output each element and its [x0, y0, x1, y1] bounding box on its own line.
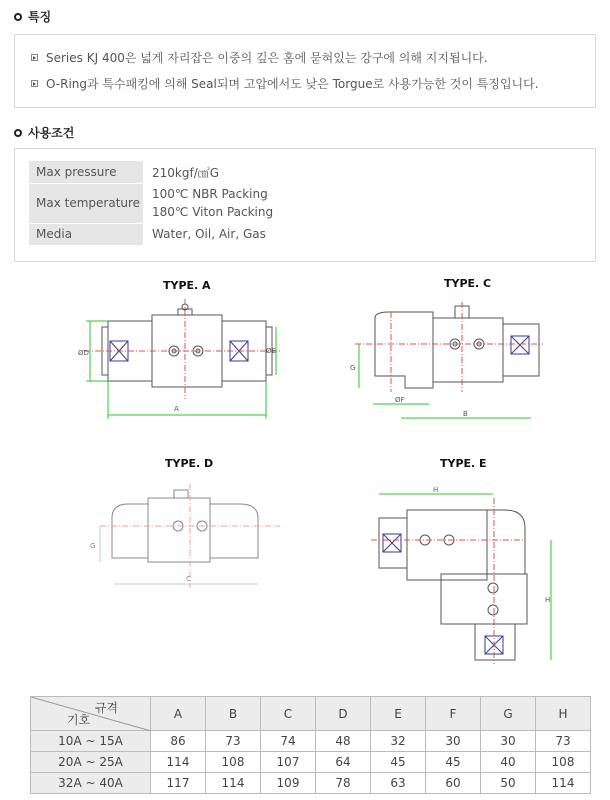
type-e-title: TYPE. E	[440, 457, 487, 470]
section-bullet-icon	[14, 129, 22, 137]
cell: 109	[261, 773, 316, 794]
spec-column-header: C	[261, 697, 316, 731]
spec-column-header: F	[426, 697, 481, 731]
dim-g-label: G	[350, 364, 356, 372]
cell: 32	[371, 731, 426, 752]
conditions-table	[29, 161, 273, 246]
row-code: 32A ~ 40A	[31, 773, 151, 794]
type-e-drawing	[365, 478, 565, 668]
cell: 74	[261, 731, 316, 752]
dim-c-label: C	[186, 575, 191, 583]
dim-g-label: G	[90, 542, 96, 550]
condition-label: Max temperature	[29, 183, 143, 223]
row-code: 10A ~ 15A	[31, 731, 151, 752]
cell: 64	[316, 752, 371, 773]
spec-column-header: A	[151, 697, 206, 731]
conditions-title: 사용조건	[28, 126, 75, 140]
dim-h-label: H	[433, 486, 439, 494]
cell: 114	[536, 773, 591, 794]
cell: 78	[316, 773, 371, 794]
cell: 30	[481, 731, 536, 752]
type-c-title: TYPE. C	[444, 277, 492, 290]
features-box	[14, 34, 596, 108]
dim-a-label: A	[174, 405, 179, 413]
spec-column-header: B	[206, 697, 261, 731]
feature-item	[31, 75, 539, 92]
table-row	[31, 752, 591, 773]
arrow-bullet-icon	[31, 80, 38, 87]
cell: 117	[151, 773, 206, 794]
cell: 48	[316, 731, 371, 752]
cell: 73	[536, 731, 591, 752]
spec-column-header: G	[481, 697, 536, 731]
cell: 50	[481, 773, 536, 794]
feature-text: O-Ring과 특수패킹에 의해 Seal되며 고압에서도 낮은 Torgue로 사용가능한 것이 특징입니다.	[46, 77, 539, 91]
row-code: 20A ~ 25A	[31, 752, 151, 773]
corner-bottom-label: 기호	[67, 713, 91, 727]
type-c-drawing	[345, 292, 545, 432]
spec-table	[30, 696, 591, 794]
section-bullet-icon	[14, 13, 22, 21]
cell: 114	[151, 752, 206, 773]
spec-corner-header	[31, 697, 151, 731]
condition-value	[143, 183, 273, 223]
arrow-bullet-icon	[31, 54, 38, 61]
dim-e-label: ØE	[266, 347, 276, 355]
cell: 45	[426, 752, 481, 773]
type-a-title: TYPE. A	[163, 279, 211, 292]
feature-item	[31, 49, 488, 66]
conditions-box	[14, 148, 596, 262]
condition-label: Media	[29, 223, 143, 245]
table-row	[31, 731, 591, 752]
cell: 40	[481, 752, 536, 773]
cell: 108	[536, 752, 591, 773]
corner-top-label: 규격	[94, 701, 118, 715]
conditions-heading	[14, 124, 74, 141]
spec-column-header: E	[371, 697, 426, 731]
spec-column-header: H	[536, 697, 591, 731]
diagonal-line	[31, 697, 151, 731]
cell: 60	[426, 773, 481, 794]
cell: 63	[371, 773, 426, 794]
condition-line: 100℃ NBR Packing	[152, 187, 268, 201]
feature-text: Series KJ 400은 넓게 자리잡은 이중의 깊은 홈에 묻혀있는 강구에 의해 지지됩니다.	[46, 51, 488, 65]
cell: 73	[206, 731, 261, 752]
features-heading	[14, 8, 51, 25]
type-a-drawing	[70, 295, 290, 425]
condition-value: 210kgf/㎠G	[152, 165, 220, 180]
features-title: 특징	[28, 10, 52, 24]
dim-h-label: H	[545, 596, 551, 604]
condition-value: Water, Oil, Air, Gas	[152, 227, 266, 241]
condition-line: 180℃ Viton Packing	[152, 205, 274, 219]
cell: 30	[426, 731, 481, 752]
cell: 114	[206, 773, 261, 794]
spec-column-header: D	[316, 697, 371, 731]
cell: 107	[261, 752, 316, 773]
type-d-drawing	[90, 478, 290, 608]
cell: 108	[206, 752, 261, 773]
condition-label: Max pressure	[29, 161, 143, 183]
cell: 86	[151, 731, 206, 752]
dim-b-label: B	[463, 410, 468, 418]
dim-f-label: ØF	[395, 396, 405, 404]
type-d-title: TYPE. D	[165, 457, 214, 470]
dim-d-label: ØD	[78, 349, 89, 357]
table-row	[31, 773, 591, 794]
cell: 45	[371, 752, 426, 773]
